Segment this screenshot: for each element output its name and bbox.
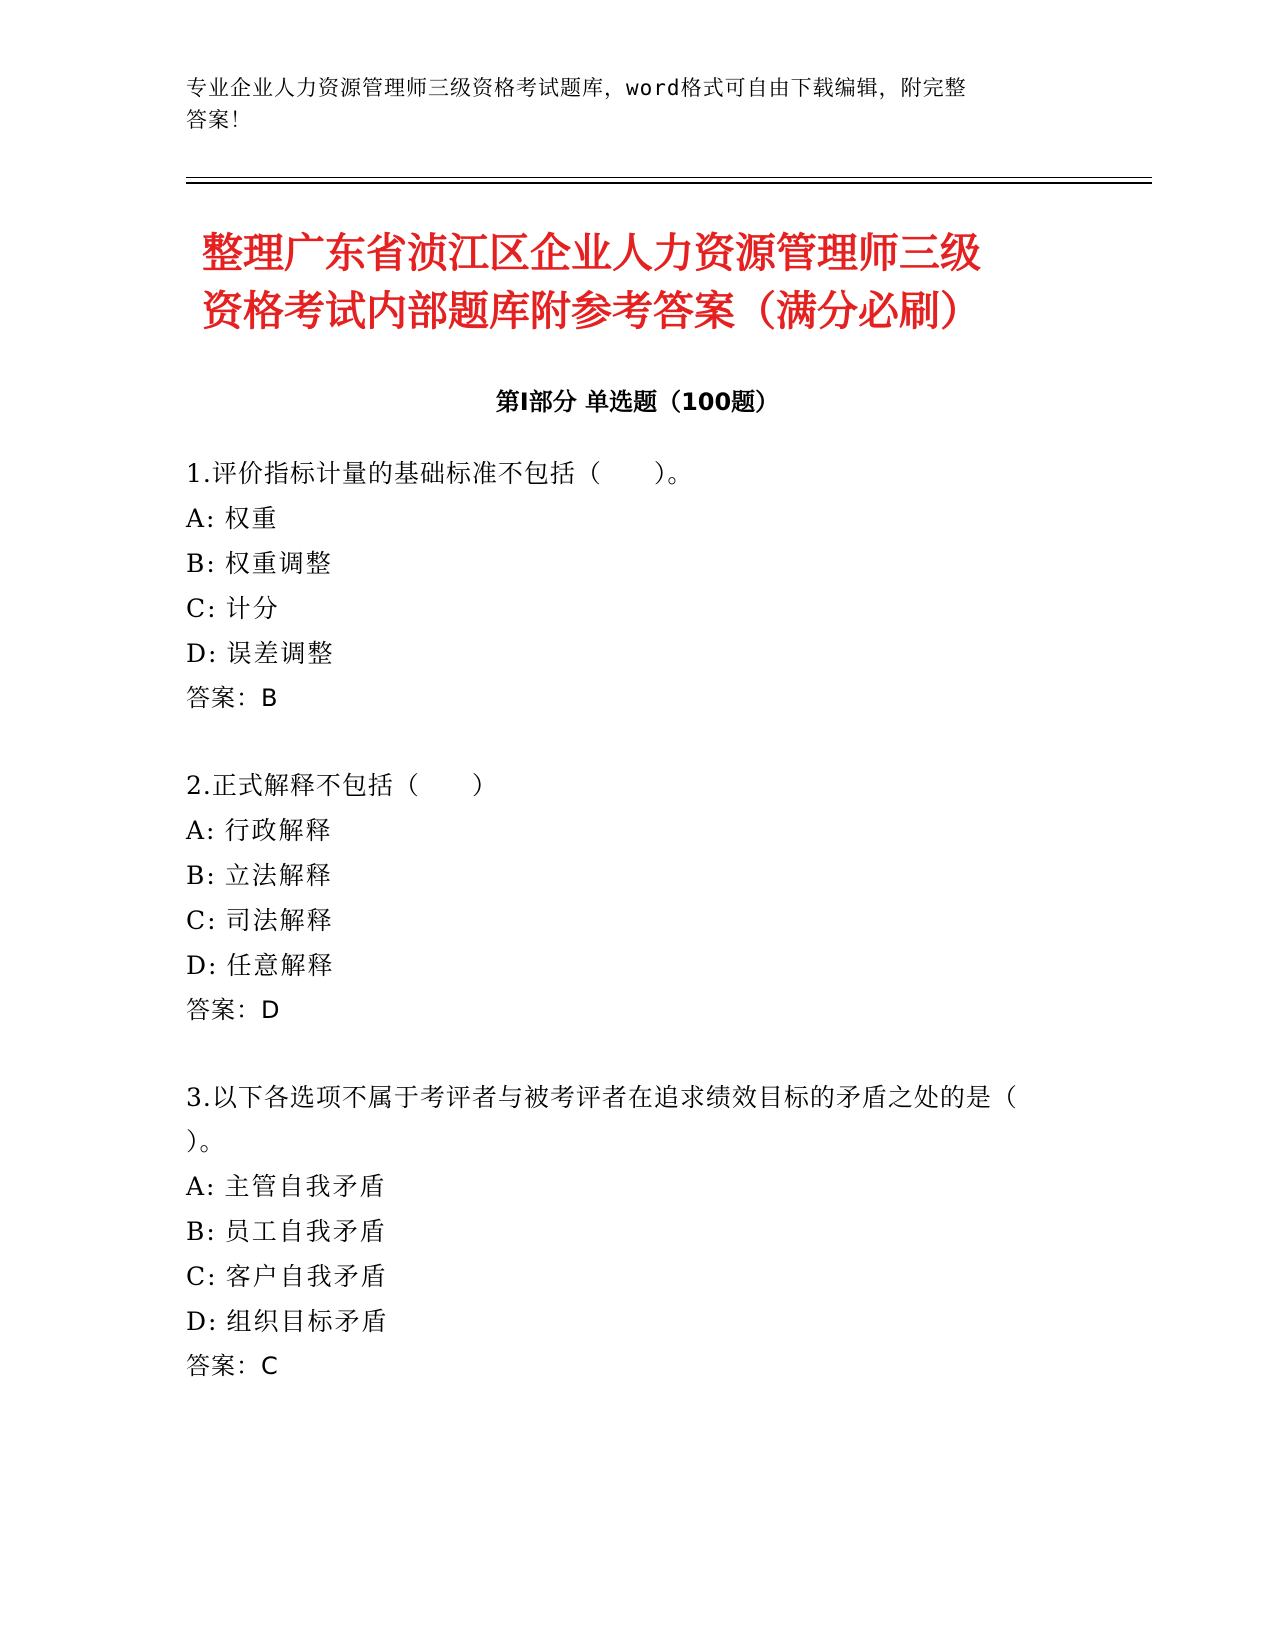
question-stem: 2.正式解释不包括（ ）: [186, 771, 498, 800]
header-divider-thin: [186, 177, 1152, 178]
option-text: 客户自我矛盾: [225, 1262, 388, 1291]
option-b: [186, 853, 1066, 898]
option-b: [186, 1209, 1066, 1254]
question-stem: 1.评价指标计量的基础标准不包括（ ）。: [186, 459, 694, 488]
question-2: [186, 764, 1066, 1033]
option-a: [186, 1164, 1066, 1209]
question-stem: 3.以下各选项不属于考评者与被考评者在追求绩效目标的矛盾之处的是（ ）。: [186, 1083, 1018, 1156]
answer: 答案：C: [186, 1352, 279, 1380]
option-text: 任意解释: [226, 951, 335, 980]
option-label: D:: [186, 1307, 219, 1336]
option-text: 误差调整: [226, 639, 335, 668]
option-label: A:: [186, 1172, 217, 1201]
document-title-line-1: 整理广东省浈江区企业人力资源管理师三级: [202, 229, 981, 277]
option-label: B:: [186, 861, 217, 890]
option-label: A:: [186, 816, 217, 845]
option-a: [186, 808, 1066, 853]
option-d: [186, 1299, 1066, 1344]
option-c: [186, 1254, 1066, 1299]
header-divider-thick: [186, 182, 1152, 184]
option-label: C:: [186, 1262, 218, 1291]
option-label: D:: [186, 639, 219, 668]
option-a: [186, 496, 1066, 541]
question-3: [186, 1076, 1066, 1389]
option-b: [186, 541, 1066, 586]
option-label: D:: [186, 951, 219, 980]
option-c: [186, 898, 1066, 943]
option-label: B:: [186, 1217, 217, 1246]
option-text: 行政解释: [224, 816, 333, 845]
section-heading: 第Ⅰ部分 单选题（100题）: [495, 388, 780, 416]
header-note: [186, 72, 1066, 136]
option-c: [186, 586, 1066, 631]
header-note-line-1: 专业企业人力资源管理师三级资格考试题库，word格式可自由下载编辑，附完整: [186, 76, 967, 100]
question-1: [186, 452, 1066, 721]
document-title: [202, 224, 1102, 340]
option-label: A:: [186, 504, 217, 533]
option-text: 主管自我矛盾: [224, 1172, 387, 1201]
option-label: C:: [186, 594, 218, 623]
option-text: 权重: [224, 504, 279, 533]
option-d: [186, 631, 1066, 676]
header-note-line-2: 答案！: [186, 108, 252, 132]
answer: 答案：B: [186, 684, 279, 712]
option-d: [186, 943, 1066, 988]
option-label: B:: [186, 549, 217, 578]
option-text: 司法解释: [225, 906, 334, 935]
option-text: 组织目标矛盾: [226, 1307, 389, 1336]
option-text: 权重调整: [224, 549, 333, 578]
answer: 答案：D: [186, 996, 281, 1024]
option-text: 员工自我矛盾: [224, 1217, 387, 1246]
option-label: C:: [186, 906, 218, 935]
document-title-line-2: 资格考试内部题库附参考答案（满分必刷）: [202, 287, 981, 335]
option-text: 计分: [225, 594, 280, 623]
option-text: 立法解释: [224, 861, 333, 890]
